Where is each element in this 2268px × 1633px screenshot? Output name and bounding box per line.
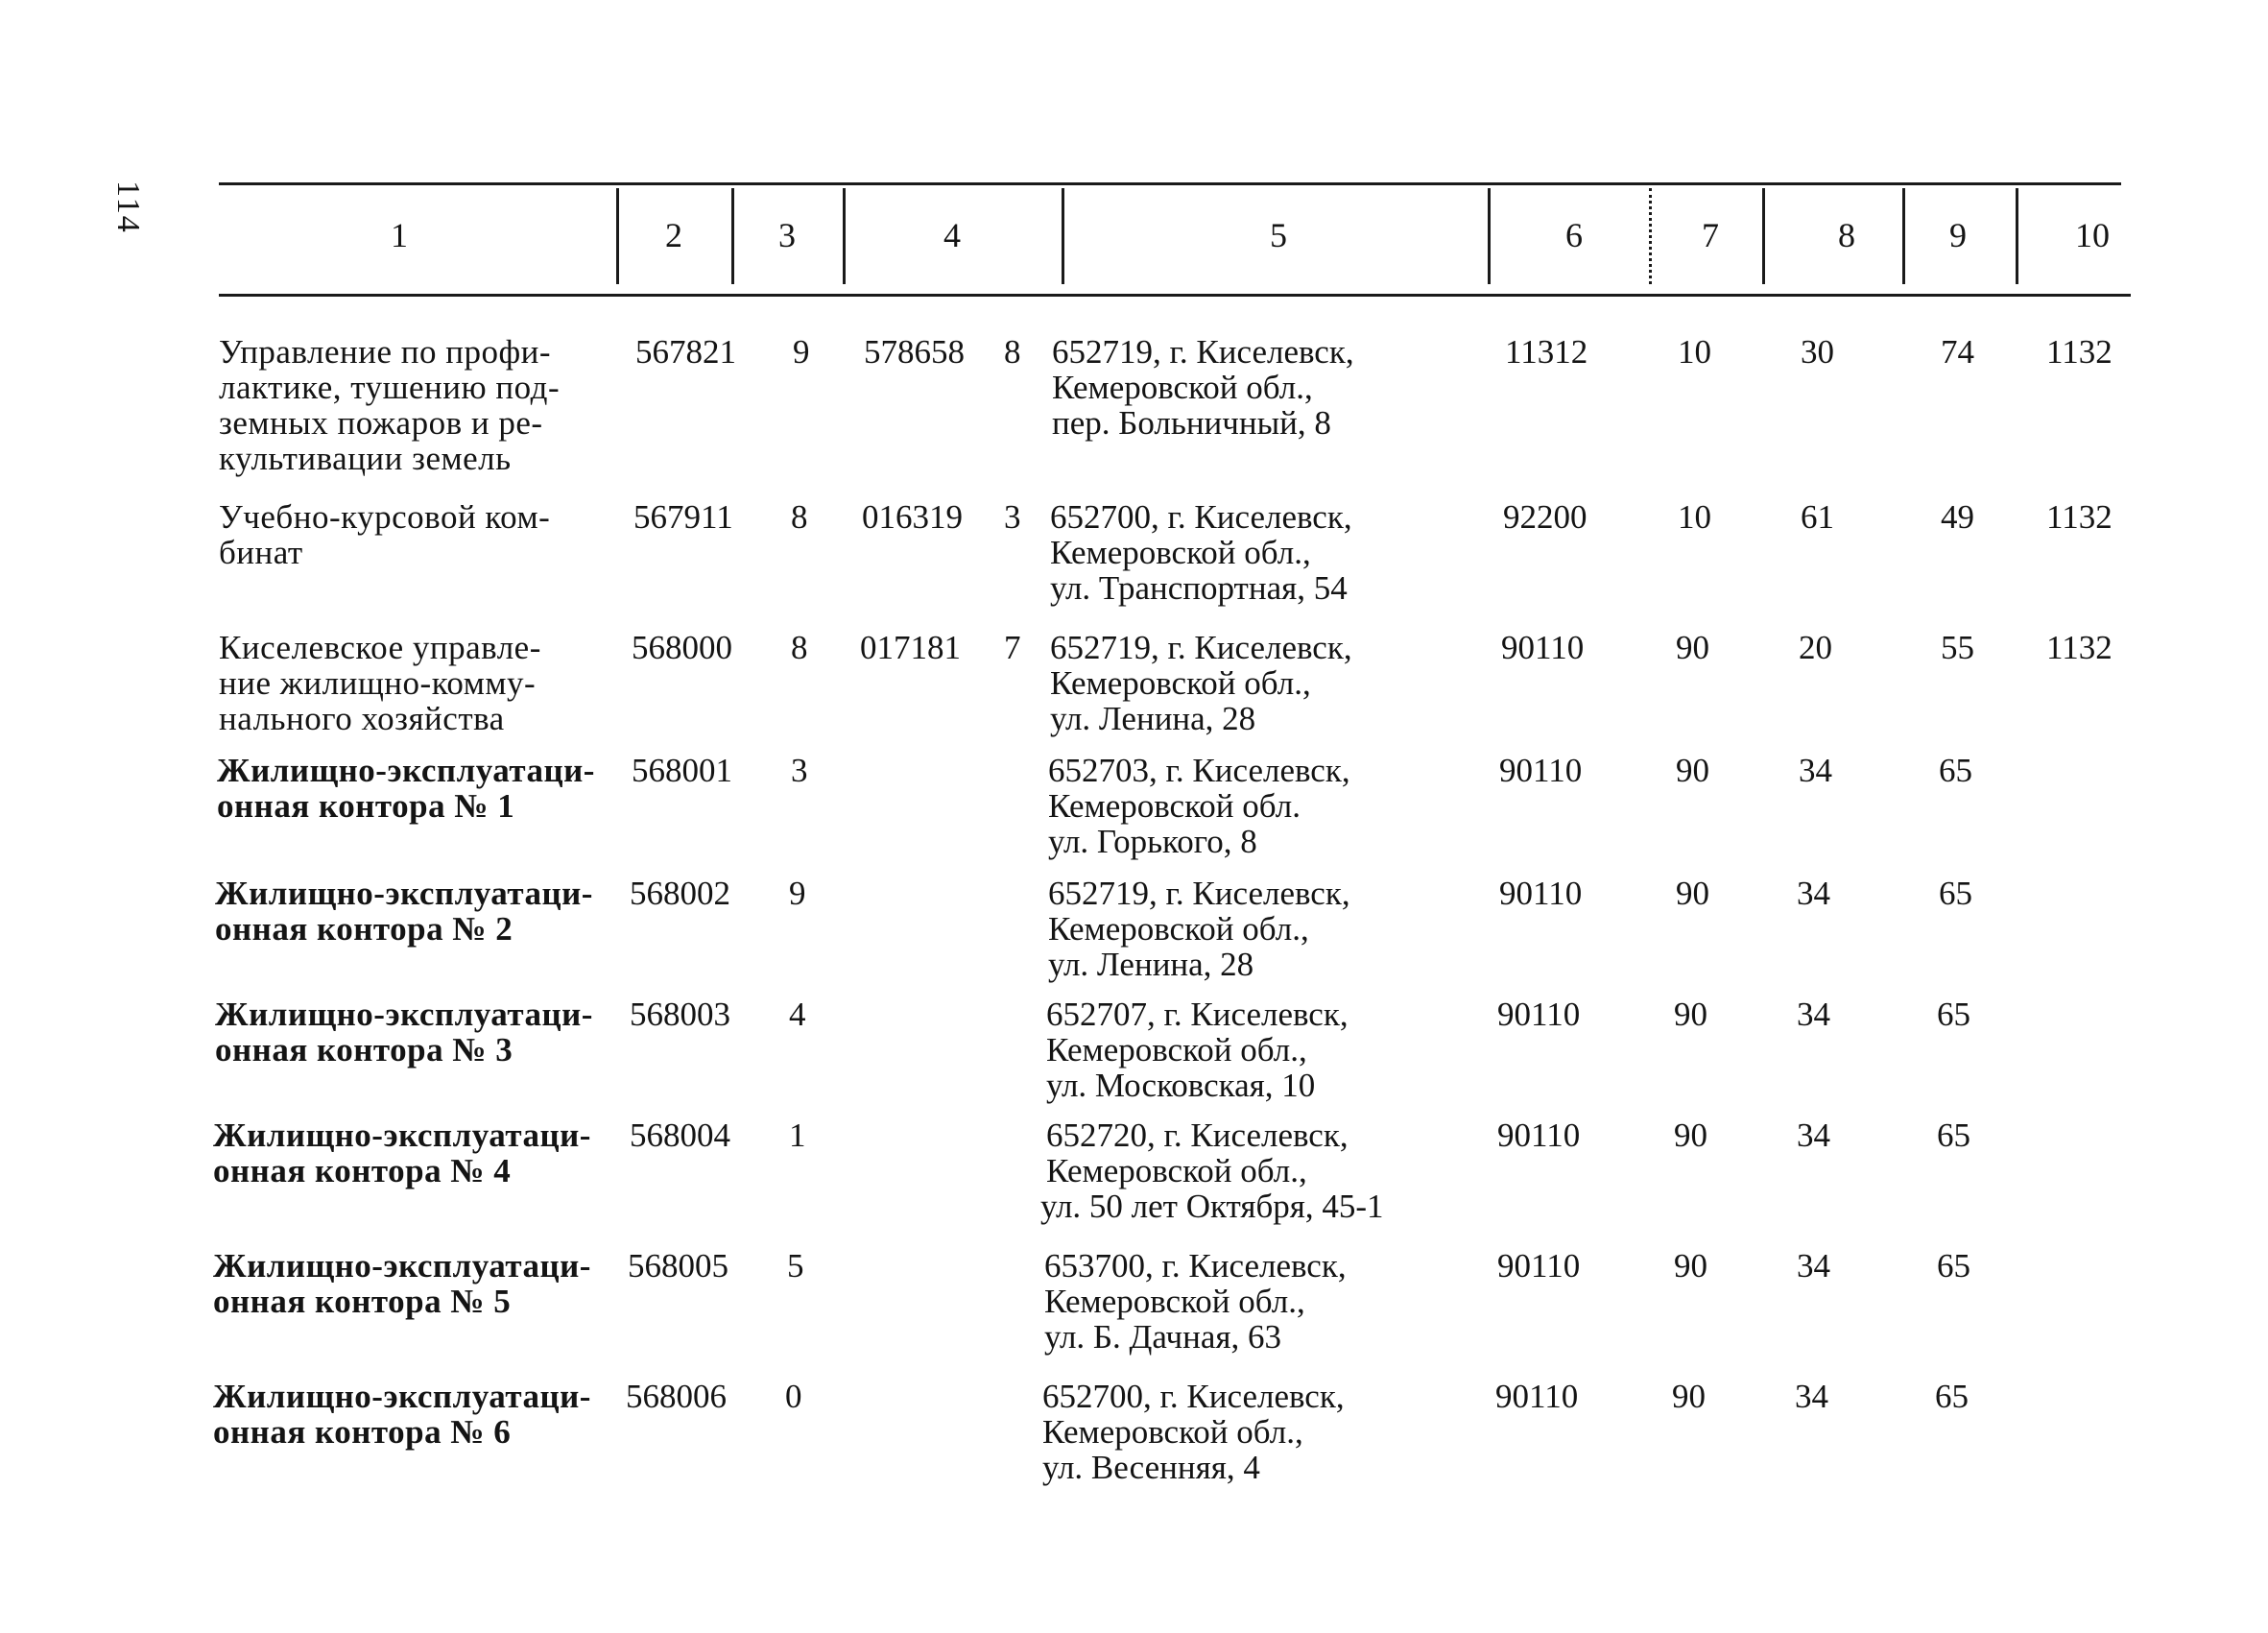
- code-col7: 10: [1678, 333, 1711, 371]
- check-digit-col3: 3: [791, 752, 808, 789]
- check-digit-col3: 9: [793, 333, 810, 371]
- column-header: 9: [1949, 216, 1967, 254]
- code-col9: 65: [1939, 875, 1972, 912]
- code-col8: 20: [1799, 629, 1832, 666]
- column-header: 2: [665, 216, 682, 254]
- code-col9: 49: [1941, 498, 1974, 536]
- code-col7: 10: [1678, 498, 1711, 536]
- check-digit-col4: 7: [1004, 629, 1021, 666]
- column-header: 4: [943, 216, 961, 254]
- column-divider: [1488, 188, 1491, 284]
- column-header: 7: [1702, 216, 1719, 254]
- column-divider: [731, 188, 734, 284]
- address: 652720, г. Киселевск, Кемеровской обл., ул. 50 лет Октября, 45-1: [1040, 1117, 1384, 1225]
- code-col7: 90: [1674, 1117, 1707, 1154]
- code-col2: 567911: [633, 498, 733, 536]
- code-col6: 90110: [1499, 875, 1583, 912]
- code-col7: 90: [1672, 1378, 1706, 1415]
- code-col9: 65: [1935, 1378, 1969, 1415]
- code-col6: 90110: [1501, 629, 1585, 666]
- code-col4: 016319: [862, 498, 963, 536]
- column-header: 8: [1838, 216, 1855, 254]
- code-col6: 90110: [1499, 752, 1583, 789]
- code-col10: 1132: [2046, 333, 2113, 371]
- code-col4: 578658: [864, 333, 965, 371]
- code-col9: 55: [1941, 629, 1974, 666]
- check-digit-col4: 8: [1004, 333, 1021, 371]
- code-col7: 90: [1676, 752, 1709, 789]
- column-divider: [1762, 188, 1765, 284]
- address: 652707, г. Киселевск, Кемеровской обл., ул. Московская, 10: [1046, 996, 1349, 1104]
- check-digit-col4: 3: [1004, 498, 1021, 536]
- org-name: Жилищно-эксплуатаци- онная контора № 5: [213, 1247, 591, 1320]
- code-col6: 90110: [1495, 1378, 1579, 1415]
- code-col9: 65: [1939, 752, 1972, 789]
- check-digit-col3: 5: [787, 1247, 804, 1285]
- column-divider: [616, 188, 619, 284]
- org-name: Управление по профи- лактике, тушению под- земных пожаров и ре- культивации земель: [219, 333, 561, 477]
- address: 652719, г. Киселевск, Кемеровской обл., ул. Ленина, 28: [1050, 629, 1352, 737]
- code-col7: 90: [1674, 1247, 1707, 1285]
- column-divider: [843, 188, 846, 284]
- code-col8: 61: [1801, 498, 1834, 536]
- address: 652703, г. Киселевск, Кемеровской обл. ул. Горького, 8: [1048, 752, 1350, 860]
- page-number: 114: [110, 180, 146, 234]
- code-col6: 11312: [1505, 333, 1588, 371]
- column-divider: [2016, 188, 2018, 284]
- code-col9: 65: [1937, 1247, 1970, 1285]
- column-header: 1: [391, 216, 408, 254]
- org-name: Жилищно-эксплуатаци- онная контора № 3: [215, 996, 593, 1069]
- check-digit-col3: 8: [791, 498, 808, 536]
- code-col9: 65: [1937, 996, 1970, 1033]
- address: 652700, г. Киселевск, Кемеровской обл., ул. Весенняя, 4: [1042, 1378, 1345, 1486]
- code-col6: 90110: [1497, 1117, 1581, 1154]
- code-col8: 34: [1797, 1247, 1830, 1285]
- code-col2: 568006: [626, 1378, 727, 1415]
- address: 652700, г. Киселевск, Кемеровской обл., ул. Транспортная, 54: [1050, 498, 1352, 607]
- table-top-rule: [219, 182, 2121, 185]
- code-col10: 1132: [2046, 498, 2113, 536]
- table-header-rule: [219, 294, 2131, 297]
- code-col2: 567821: [635, 333, 736, 371]
- check-digit-col3: 8: [791, 629, 808, 666]
- code-col2: 568003: [630, 996, 730, 1033]
- check-digit-col3: 9: [789, 875, 806, 912]
- code-col8: 34: [1797, 996, 1830, 1033]
- code-col6: 92200: [1503, 498, 1588, 536]
- code-col8: 34: [1799, 752, 1832, 789]
- column-divider: [1062, 188, 1064, 284]
- column-header: 3: [778, 216, 796, 254]
- code-col7: 90: [1676, 629, 1709, 666]
- code-col2: 568004: [630, 1117, 730, 1154]
- code-col2: 568002: [630, 875, 730, 912]
- code-col9: 65: [1937, 1117, 1970, 1154]
- code-col7: 90: [1674, 996, 1707, 1033]
- code-col8: 34: [1795, 1378, 1828, 1415]
- column-header: 6: [1565, 216, 1583, 254]
- address: 652719, г. Киселевск, Кемеровской обл., ул. Ленина, 28: [1048, 875, 1350, 983]
- org-name: Жилищно-эксплуатаци- онная контора № 6: [213, 1378, 591, 1451]
- code-col8: 34: [1797, 1117, 1830, 1154]
- code-col9: 74: [1941, 333, 1974, 371]
- column-divider: [1649, 188, 1652, 284]
- code-col2: 568000: [632, 629, 732, 666]
- code-col6: 90110: [1497, 1247, 1581, 1285]
- org-name: Жилищно-эксплуатаци- онная контора № 2: [215, 875, 593, 948]
- code-col6: 90110: [1497, 996, 1581, 1033]
- code-col4: 017181: [860, 629, 961, 666]
- org-name: Жилищно-эксплуатаци- онная контора № 1: [217, 752, 595, 825]
- code-col8: 34: [1797, 875, 1830, 912]
- check-digit-col3: 0: [785, 1378, 802, 1415]
- check-digit-col3: 4: [789, 996, 806, 1033]
- address: 653700, г. Киселевск, Кемеровской обл., ул. Б. Дачная, 63: [1044, 1247, 1347, 1356]
- code-col2: 568001: [632, 752, 732, 789]
- code-col2: 568005: [628, 1247, 728, 1285]
- org-name: Киселевское управле- ние жилищно-комму- нального хозяйства: [219, 629, 541, 737]
- code-col10: 1132: [2046, 629, 2113, 666]
- column-header: 5: [1270, 216, 1287, 254]
- column-header: 10: [2075, 216, 2110, 254]
- column-divider: [1902, 188, 1905, 284]
- address: 652719, г. Киселевск, Кемеровской обл., пер. Больничный, 8: [1052, 333, 1354, 442]
- code-col7: 90: [1676, 875, 1709, 912]
- org-name: Учебно-курсовой ком- бинат: [219, 498, 551, 571]
- code-col8: 30: [1801, 333, 1834, 371]
- check-digit-col3: 1: [789, 1117, 806, 1154]
- org-name: Жилищно-эксплуатаци- онная контора № 4: [213, 1117, 591, 1189]
